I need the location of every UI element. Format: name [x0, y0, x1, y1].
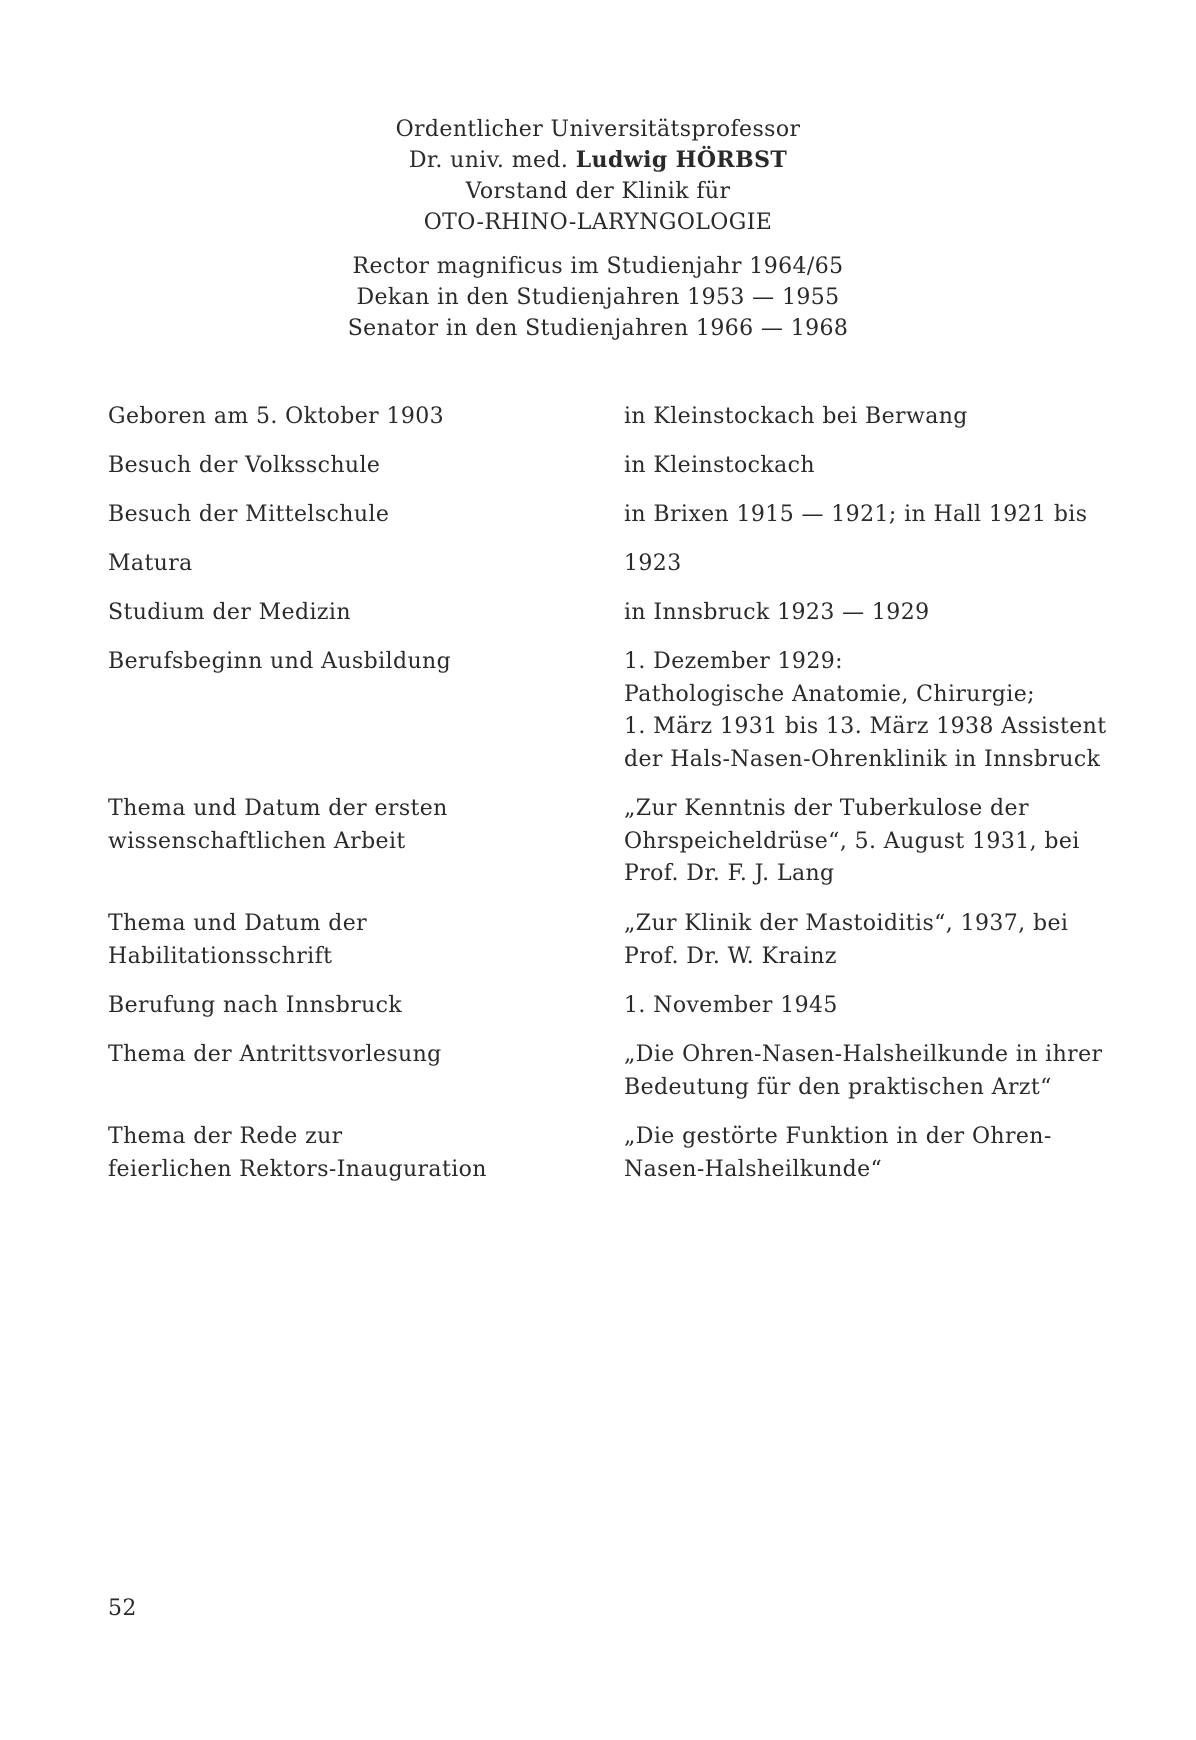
cv-value-line: Ohrspeicheldrüse“, 5. August 1931, bei — [624, 828, 1080, 854]
cv-label — [108, 450, 578, 483]
cv-value-line: in Brixen 1915 — 1921; in Hall 1921 bis — [624, 502, 1088, 527]
cv-label — [108, 597, 578, 630]
cv-label-line: Besuch der Mittelschule — [108, 502, 390, 527]
name-line — [0, 145, 1196, 176]
cv-label-line: Berufung nach Innsbruck — [108, 993, 403, 1018]
person-name: Ludwig HÖRBST — [575, 147, 788, 173]
cv-label-line: feierlichen Rektors-Inauguration — [108, 1156, 487, 1182]
header-block — [0, 114, 1196, 238]
cv-value — [624, 401, 1124, 434]
cv-label-line: Thema und Datum der ersten — [108, 796, 448, 821]
role-line: Senator in den Studienjahren 1966 — 1968 — [347, 316, 849, 341]
cv-value-line: „Zur Kenntnis der Tuberkulose der — [624, 796, 1029, 821]
cv-label-line: Thema der Rede zur — [108, 1124, 343, 1149]
name-prefix: Dr. univ. med. — [408, 148, 569, 173]
cv-label-line: Berufsbeginn und Ausbildung — [108, 649, 452, 674]
cv-label — [108, 401, 578, 434]
cv-label — [108, 646, 578, 679]
cv-label — [108, 548, 578, 581]
cv-value-line: 1. November 1945 — [624, 993, 838, 1018]
cv-label-line: Besuch der Volksschule — [108, 453, 381, 478]
cv-value — [624, 793, 1124, 891]
cv-label-line: Thema der Antrittsvorlesung — [108, 1042, 442, 1067]
cv-label — [108, 793, 578, 858]
cv-label — [108, 908, 578, 973]
cv-value — [624, 597, 1124, 630]
cv-label — [108, 990, 578, 1023]
cv-value-line: „Zur Klinik der Mastoiditis“, 1937, bei — [624, 911, 1069, 936]
cv-value-line: in Kleinstockach — [624, 453, 815, 478]
cv-value-line: in Kleinstockach bei Berwang — [624, 404, 968, 429]
cv-value — [624, 646, 1124, 776]
cv-value — [624, 990, 1124, 1023]
page-number: 52 — [108, 1596, 137, 1621]
roles-block — [0, 251, 1196, 344]
cv-value-line: in Innsbruck 1923 — 1929 — [624, 600, 930, 625]
department-line: OTO-RHINO-LARYNGOLOGIE — [423, 210, 773, 235]
cv-value-line: Prof. Dr. W. Krainz — [624, 943, 837, 969]
cv-value-line: Pathologische Anatomie, Chirurgie; — [624, 681, 1035, 707]
cv-value-line: Bedeutung für den praktischen Arzt“ — [624, 1074, 1052, 1100]
cv-value — [624, 548, 1124, 581]
title-line: Ordentlicher Universitätsprofessor — [395, 117, 801, 142]
cv-label-line: Thema und Datum der — [108, 911, 368, 936]
cv-label-line: Matura — [108, 551, 193, 576]
cv-label — [108, 499, 578, 532]
cv-label — [108, 1121, 578, 1186]
cv-value — [624, 1121, 1124, 1186]
cv-value — [624, 499, 1124, 532]
cv-value-line: 1. März 1931 bis 13. März 1938 Assistent — [624, 714, 1107, 739]
cv-value-line: „Die gestörte Funktion in der Ohren- — [624, 1124, 1052, 1149]
cv-label-line: wissenschaftlichen Arbeit — [108, 828, 406, 854]
cv-label-line: Geboren am 5. Oktober 1903 — [108, 404, 445, 429]
position-line: Vorstand der Klinik für — [465, 179, 731, 204]
cv-value-line: Nasen-Halsheilkunde“ — [624, 1156, 883, 1182]
cv-value-line: „Die Ohren-Nasen-Halsheilkunde in ihrer — [624, 1042, 1103, 1067]
cv-label-line: Habilitationsschrift — [108, 943, 333, 969]
cv-value-line: der Hals-Nasen-Ohrenklinik in Innsbruck — [624, 746, 1101, 772]
cv-label — [108, 1039, 578, 1072]
cv-value-line: Prof. Dr. F. J. Lang — [624, 861, 835, 886]
cv-value-line: 1923 — [624, 551, 682, 576]
cv-label-line: Studium der Medizin — [108, 600, 351, 625]
cv-value-line: 1. Dezember 1929: — [624, 649, 843, 674]
cv-value — [624, 450, 1124, 483]
cv-value — [624, 1039, 1124, 1104]
role-line: Dekan in den Studienjahren 1953 — 1955 — [356, 285, 840, 310]
role-line: Rector magnificus im Studienjahr 1964/65 — [352, 254, 844, 279]
cv-value — [624, 908, 1124, 973]
